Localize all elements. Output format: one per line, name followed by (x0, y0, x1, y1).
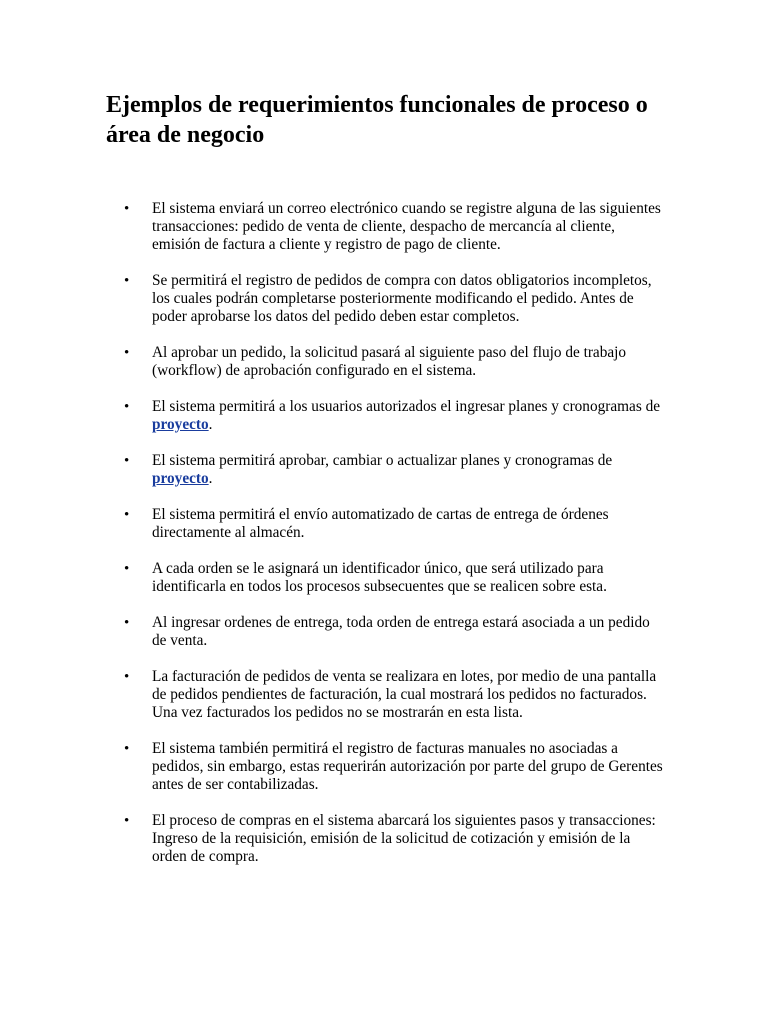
list-item-suffix: . (208, 416, 213, 433)
requirements-list (106, 200, 666, 884)
bullet-icon: • (124, 813, 130, 829)
bullet-icon: • (124, 669, 130, 685)
list-item (106, 200, 666, 254)
proyecto-link[interactable]: proyecto (152, 470, 209, 487)
list-item (106, 740, 666, 794)
list-item (106, 614, 666, 650)
list-item-text: El sistema permitirá el envío automatizado de cartas de entrega de órdenes directamente al almacén. (152, 506, 609, 541)
bullet-icon: • (124, 399, 130, 415)
bullet-icon: • (124, 201, 130, 217)
bullet-icon: • (124, 615, 130, 631)
list-item-text: El sistema enviará un correo electrónico cuando se registre alguna de las siguientes transacciones: pedido de venta de cliente, despacho de mercancía al cliente, emisión de factura a cliente y registro de pago de cliente. (152, 200, 661, 253)
proyecto-link[interactable]: proyecto (152, 416, 209, 433)
list-item-text: Se permitirá el registro de pedidos de compra con datos obligatorios incompletos, los cuales podrán completarse posteriormente modificando el pedido. Antes de poder aprobarse los datos del pedido deben estar completos. (152, 272, 652, 325)
list-item-text: El proceso de compras en el sistema abarcará los siguientes pasos y transacciones: Ingreso de la requisición, emisión de la solicitud de cotización y emisión de la orden de compra. (152, 812, 656, 865)
list-item (106, 506, 666, 542)
bullet-icon: • (124, 507, 130, 523)
list-item (106, 560, 666, 596)
list-item (106, 398, 666, 434)
list-item-text: La facturación de pedidos de venta se realizara en lotes, por medio de una pantalla de pedidos pendientes de facturación, la cual mostrará los pedidos no facturados. Una vez facturados los pedidos no se mostrarán en esta lista. (152, 668, 657, 721)
list-item (106, 812, 666, 866)
list-item-suffix: . (208, 470, 213, 487)
list-item-text: El sistema permitirá aprobar, cambiar o actualizar planes y cronogramas de (152, 452, 613, 469)
bullet-icon: • (124, 345, 130, 361)
list-item (106, 272, 666, 326)
page-title: Ejemplos de requerimientos funcionales de proceso o área de negocio (106, 92, 648, 148)
bullet-icon: • (124, 561, 130, 577)
list-item (106, 344, 666, 380)
list-item-text: El sistema también permitirá el registro de facturas manuales no asociadas a pedidos, sin embargo, estas requerirán autorización por parte del grupo de Gerentes antes de ser contabilizadas. (152, 740, 663, 793)
bullet-icon: • (124, 741, 130, 757)
list-item-text: Al ingresar ordenes de entrega, toda orden de entrega estará asociada a un pedido de venta. (152, 614, 650, 649)
list-item (106, 452, 666, 488)
bullet-icon: • (124, 453, 130, 469)
list-item-text: El sistema permitirá a los usuarios autorizados el ingresar planes y cronogramas de (152, 398, 661, 415)
list-item (106, 668, 666, 722)
bullet-icon: • (124, 273, 130, 289)
list-item-text: A cada orden se le asignará un identificador único, que será utilizado para identificarla en todos los procesos subsecuentes que se realicen sobre esta. (152, 560, 607, 595)
list-item-text: Al aprobar un pedido, la solicitud pasará al siguiente paso del flujo de trabajo (workflow) de aprobación configurado en el sistema. (152, 344, 627, 379)
